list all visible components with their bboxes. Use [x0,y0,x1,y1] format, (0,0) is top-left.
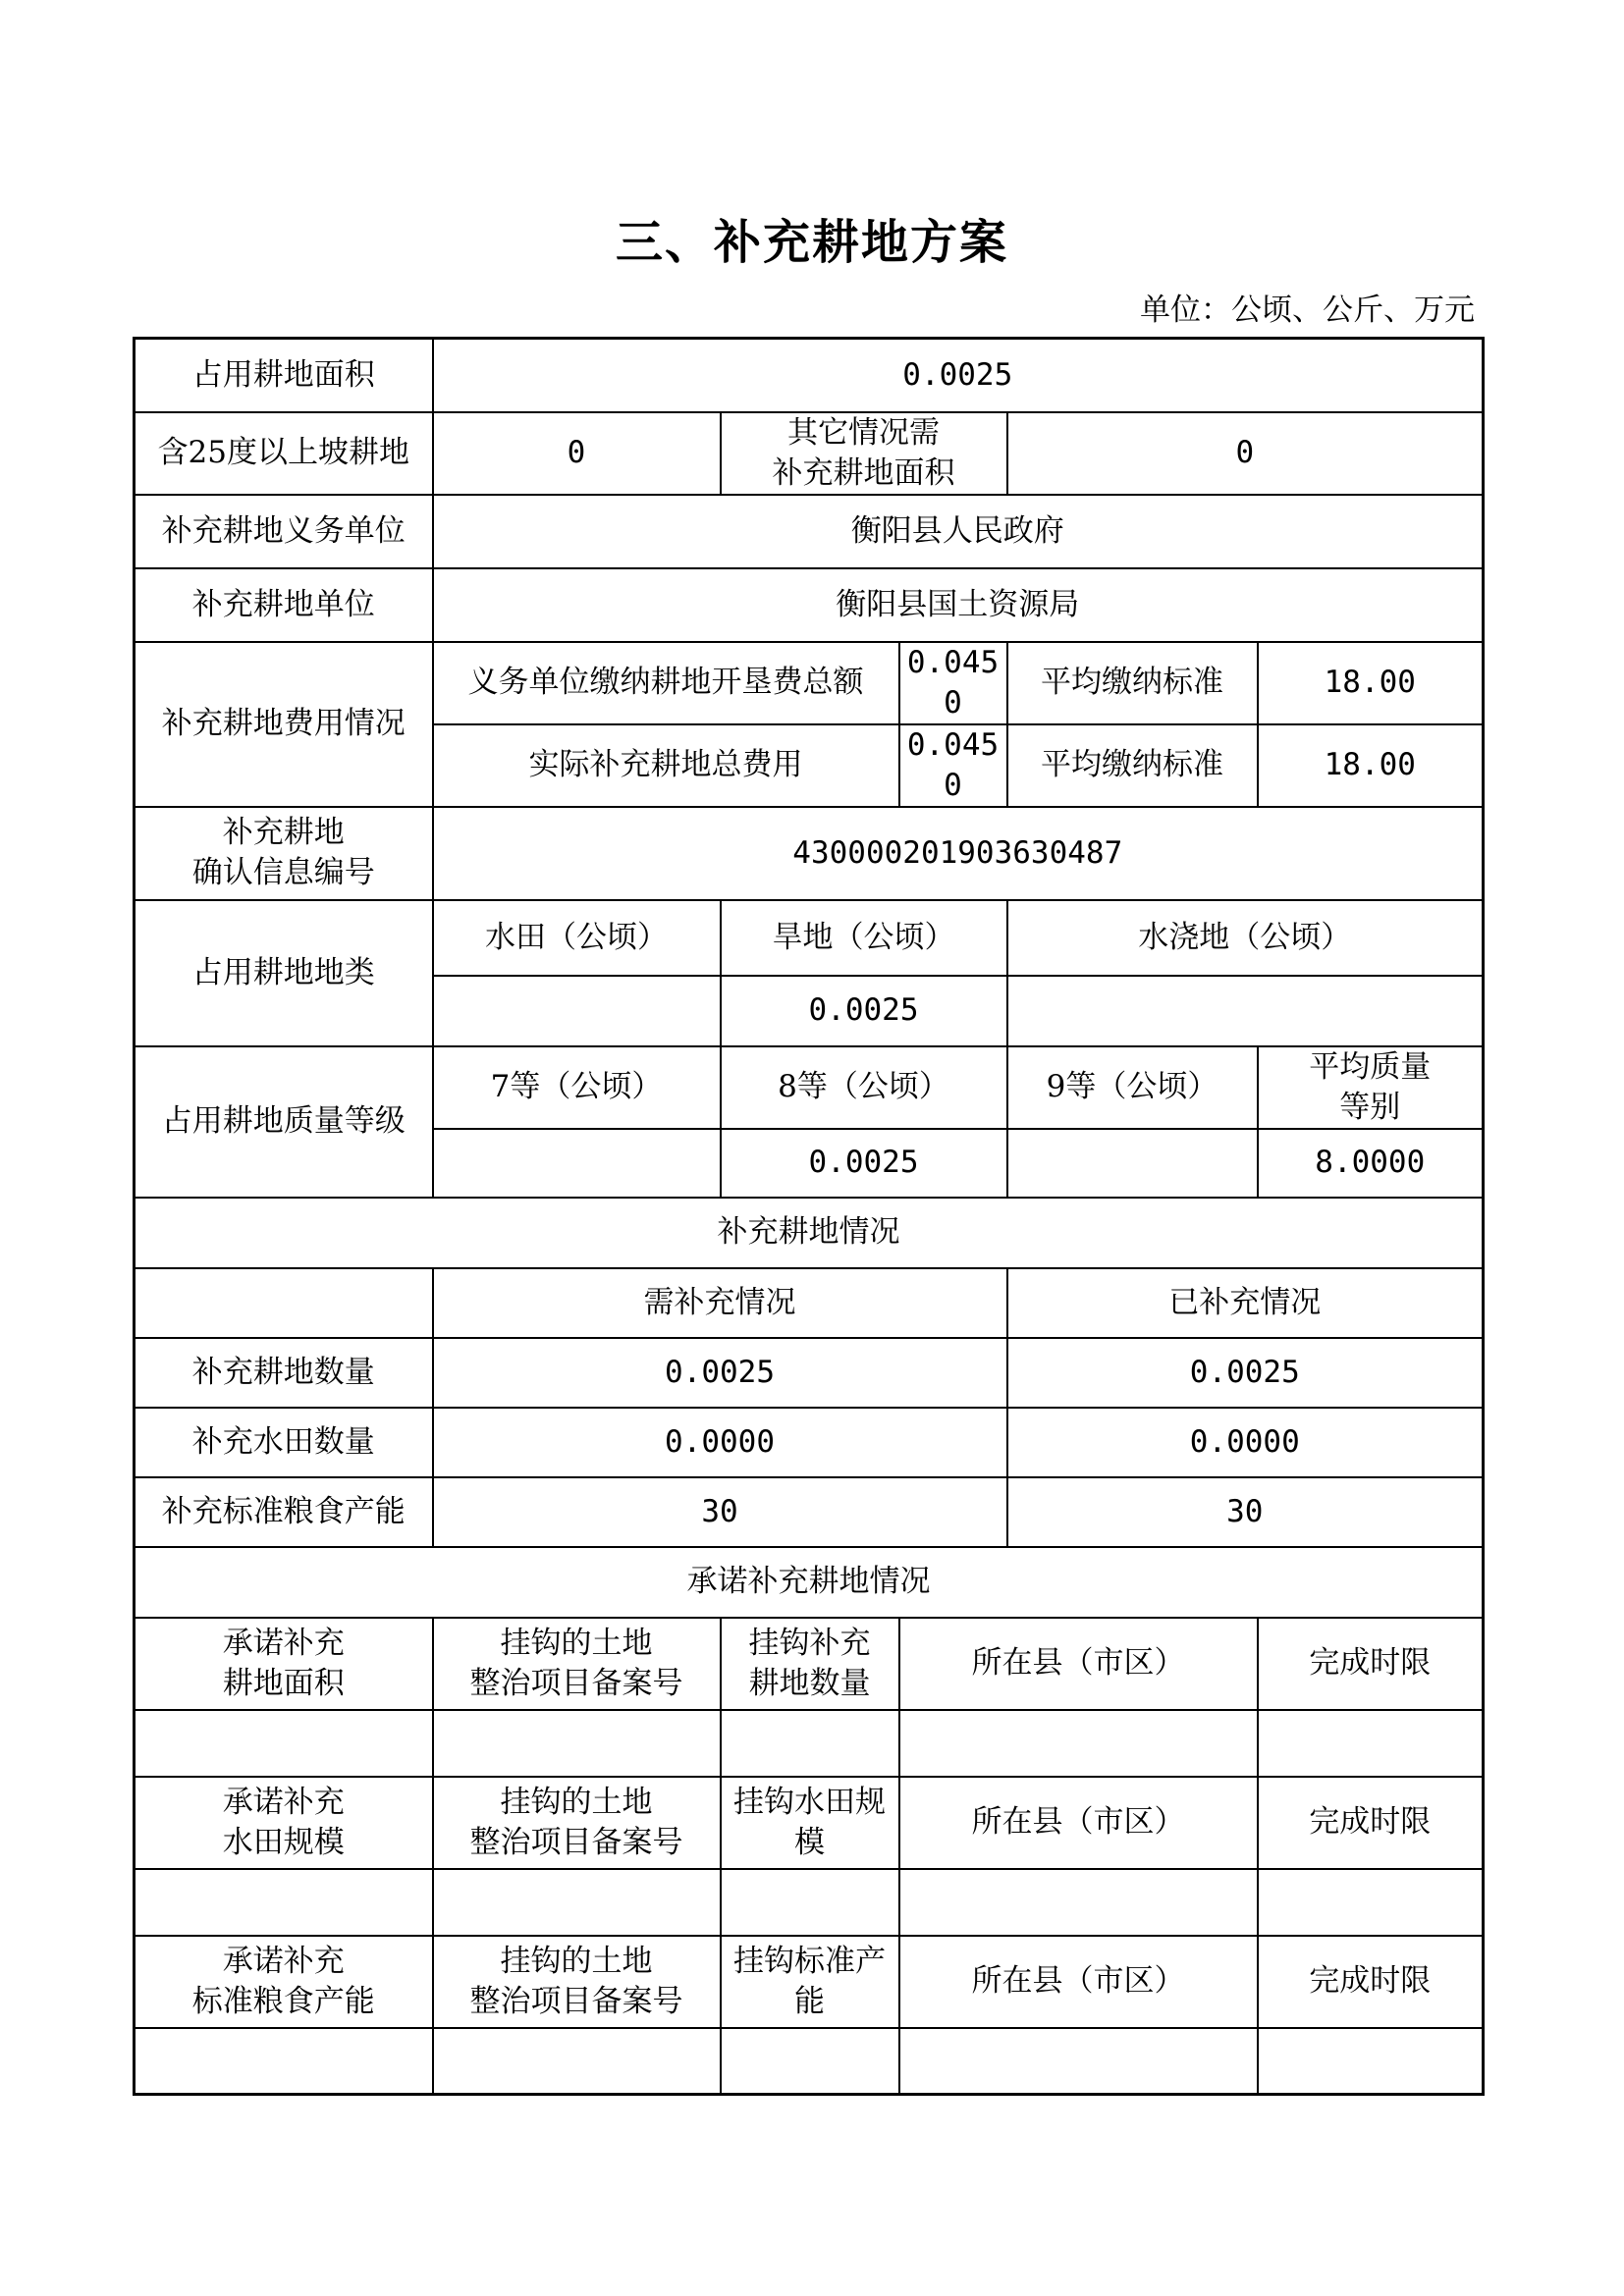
cost-row2-std-label: 平均缴纳标准 [1007,724,1258,807]
promise-group-blank-row [135,2028,1484,2095]
promise-deadline-label: 完成时限 [1258,1777,1484,1869]
land-type-val-dry: 0.0025 [721,976,1007,1046]
land-type-label: 占用耕地地类 [135,900,433,1046]
cost-label: 补充耕地费用情况 [135,642,433,807]
row-supplement-title [135,1198,1484,1268]
cost-row2-value: 0.0450 [899,724,1007,807]
land-type-col-paddy: 水田（公顷） [433,900,721,976]
promise-farmland-area-label: 承诺补充 耕地面积 [135,1618,433,1710]
blank-cell [721,1710,899,1777]
quality-val-avg: 8.0000 [1258,1129,1484,1198]
table-row [135,1338,1484,1408]
row-supplement-unit [135,568,1484,642]
promise-deadline-label: 完成时限 [1258,1618,1484,1710]
blank-cell [899,1710,1258,1777]
other-area-label: 其它情况需 补充耕地面积 [721,412,1007,495]
blank-cell [135,2028,433,2095]
slope-value: 0 [433,412,721,495]
supplement-row-done: 30 [1007,1477,1484,1547]
supplement-need-label: 需补充情况 [433,1268,1007,1338]
supplement-done-label: 已补充情况 [1007,1268,1484,1338]
land-type-col-dry: 旱地（公顷） [721,900,1007,976]
confirm-value: 430000201903630487 [433,807,1484,900]
supplement-row-need: 0.0000 [433,1408,1007,1477]
quality-val-7 [433,1129,721,1198]
row-obligation-unit [135,495,1484,568]
cost-row1-std-value: 18.00 [1258,642,1484,724]
land-type-col-irrigated: 水浇地（公顷） [1007,900,1484,976]
blank-cell [1258,1869,1484,1936]
blank-cell [433,1710,721,1777]
cost-row1-value: 0.0450 [899,642,1007,724]
row-promise-title [135,1547,1484,1618]
cost-row1-std-label: 平均缴纳标准 [1007,642,1258,724]
promise-county-label: 所在县（市区） [899,1618,1258,1710]
quality-col-7: 7等（公顷） [433,1046,721,1129]
other-area-value: 0 [1007,412,1484,495]
cost-row2-label: 实际补充耕地总费用 [433,724,899,807]
supplement-row-done: 0.0000 [1007,1408,1484,1477]
promise-project-record-label: 挂钩的土地 整治项目备案号 [433,1618,721,1710]
blank-cell [1258,2028,1484,2095]
unit-note: 单位：公顷、公斤、万元 [1140,293,1475,328]
supplement-row-label: 补充水田数量 [135,1408,433,1477]
promise-deadline-label: 完成时限 [1258,1936,1484,2028]
land-type-val-irrigated [1007,976,1484,1046]
quality-col-8: 8等（公顷） [721,1046,1007,1129]
supplement-row-done: 0.0025 [1007,1338,1484,1408]
occupied-area-value: 0.0025 [433,339,1484,412]
blank-cell [135,1869,433,1936]
table-row [135,1408,1484,1477]
promise-group-blank-row [135,1710,1484,1777]
supplement-row-need: 0.0025 [433,1338,1007,1408]
cost-row2-std-value: 18.00 [1258,724,1484,807]
promise-paddy-scale-label: 承诺补充 水田规模 [135,1777,433,1869]
blank-cell [433,1869,721,1936]
row-slope [135,412,1484,495]
supplement-unit-label: 补充耕地单位 [135,568,433,642]
promise-group-head [135,1936,1484,2028]
table-row [135,1477,1484,1547]
promise-linked-paddy-label: 挂钩水田规模 [721,1777,899,1869]
quality-col-avg: 平均质量 等别 [1258,1046,1484,1129]
promise-section-title: 承诺补充耕地情况 [135,1547,1484,1618]
confirm-label: 补充耕地 确认信息编号 [135,807,433,900]
blank-cell [1258,1710,1484,1777]
row-supplement-head [135,1268,1484,1338]
promise-county-label: 所在县（市区） [899,1777,1258,1869]
blank-cell [721,2028,899,2095]
promise-linked-capacity-label: 挂钩标准产能 [721,1936,899,2028]
supplement-head-empty [135,1268,433,1338]
page-title: 三、补充耕地方案 [615,215,1008,270]
quality-val-9 [1007,1129,1258,1198]
cost-row1-label: 义务单位缴纳耕地开垦费总额 [433,642,899,724]
supplement-section-title: 补充耕地情况 [135,1198,1484,1268]
supplement-farmland-table [133,337,1485,2096]
quality-label: 占用耕地质量等级 [135,1046,433,1198]
land-type-val-paddy [433,976,721,1046]
promise-project-record-label: 挂钩的土地 整治项目备案号 [433,1777,721,1869]
promise-county-label: 所在县（市区） [899,1936,1258,2028]
promise-group-blank-row [135,1869,1484,1936]
promise-project-record-label: 挂钩的土地 整治项目备案号 [433,1936,721,2028]
blank-cell [899,1869,1258,1936]
blank-cell [721,1869,899,1936]
promise-group-head [135,1618,1484,1710]
supplement-row-label: 补充标准粮食产能 [135,1477,433,1547]
row-occupied-area [135,339,1484,412]
obligation-unit-value: 衡阳县人民政府 [433,495,1484,568]
blank-cell [899,2028,1258,2095]
promise-group-head [135,1777,1484,1869]
row-confirm [135,807,1484,900]
row-quality-head [135,1046,1484,1129]
blank-cell [433,2028,721,2095]
quality-val-8: 0.0025 [721,1129,1007,1198]
blank-cell [135,1710,433,1777]
promise-grain-capacity-label: 承诺补充 标准粮食产能 [135,1936,433,2028]
supplement-row-label: 补充耕地数量 [135,1338,433,1408]
promise-linked-amount-label: 挂钩补充 耕地数量 [721,1618,899,1710]
supplement-unit-value: 衡阳县国土资源局 [433,568,1484,642]
obligation-unit-label: 补充耕地义务单位 [135,495,433,568]
quality-col-9: 9等（公顷） [1007,1046,1258,1129]
slope-label: 含25度以上坡耕地 [135,412,433,495]
occupied-area-label: 占用耕地面积 [135,339,433,412]
row-land-type-head [135,900,1484,976]
supplement-row-need: 30 [433,1477,1007,1547]
row-cost-1 [135,642,1484,724]
